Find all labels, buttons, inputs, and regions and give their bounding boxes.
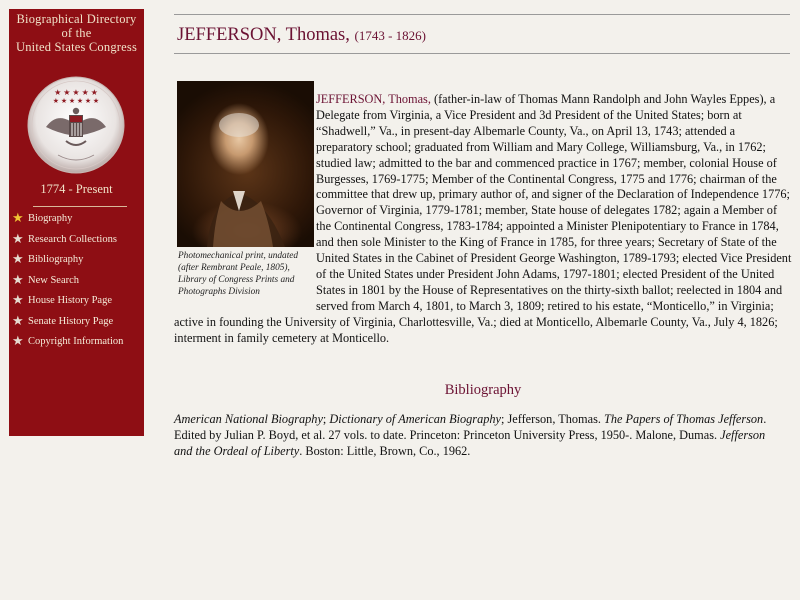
site-title-line3: United States Congress	[15, 40, 138, 54]
bib-title-dab: Dictionary of American Biography	[329, 412, 501, 426]
nav-item-label: Copyright Information	[28, 336, 124, 347]
nav-item-copyright[interactable]	[9, 335, 144, 356]
site-title[interactable]	[9, 12, 144, 54]
site-title-line1: Biographical Directory	[16, 12, 137, 26]
star-icon: ★	[12, 292, 24, 307]
page-title	[177, 25, 426, 46]
sidebar-nav	[9, 212, 144, 356]
nav-item-new-search[interactable]	[9, 271, 144, 295]
bib-sep-3: . Edited by Julian P. Boyd, et al. 27 vols. to date. Princeton: Princeton University Press, 1950-. Malone, Dumas.	[174, 412, 767, 442]
nav-item-biography[interactable]	[9, 212, 144, 233]
svg-text:★ ★ ★ ★ ★: ★ ★ ★ ★ ★	[54, 88, 98, 97]
bibliography-text	[174, 412, 786, 460]
page-title-name: JEFFERSON, Thomas,	[177, 25, 350, 45]
nav-item-label: Senate History Page	[28, 315, 114, 327]
portrait-spacer	[174, 92, 316, 300]
star-icon: ★	[12, 210, 24, 225]
sidebar	[9, 9, 144, 436]
congress-seal-icon	[26, 75, 126, 175]
star-icon: ★	[12, 251, 24, 266]
site-title-line2: of the	[61, 26, 92, 40]
svg-text:★ ★ ★ ★ ★ ★: ★ ★ ★ ★ ★ ★	[52, 97, 100, 105]
nav-item-label: House History Page	[28, 295, 112, 306]
portrait-caption: Photomechanical print, undated (after Rembrant Peale, 1805), Library of Congress Prints and Photographs Division	[178, 251, 299, 297]
nav-item-research-collections[interactable]	[9, 230, 144, 254]
nav-item-label: New Search	[28, 274, 80, 286]
sidebar-divider	[33, 206, 127, 207]
biography-text	[174, 92, 792, 347]
nav-item-label: Research Collections	[28, 233, 117, 245]
bibliography-heading: Bibliography	[444, 382, 522, 398]
bio-name: JEFFERSON, Thomas,	[316, 92, 431, 106]
bib-title-ordeal: Jefferson and the Ordeal of Liberty	[174, 427, 766, 458]
star-icon: ★	[12, 271, 24, 287]
star-icon: ★	[12, 333, 24, 348]
bib-sep-2: ; Jefferson, Thomas.	[500, 412, 605, 426]
nav-item-label: Biography	[28, 213, 73, 224]
header-top-rule	[174, 14, 790, 15]
star-icon: ★	[12, 312, 24, 328]
bib-sep-1: ;	[322, 412, 330, 426]
star-icon: ★	[12, 230, 24, 246]
bib-title-anb: American National Biography	[174, 412, 323, 426]
nav-item-house-history[interactable]	[9, 294, 144, 315]
header-bottom-rule	[174, 53, 790, 54]
nav-item-bibliography[interactable]	[9, 253, 144, 274]
bib-sep-4: . Boston: Little, Brown, Co., 1962.	[299, 443, 471, 458]
nav-item-label: Bibliography	[28, 254, 84, 265]
bib-title-papers: The Papers of Thomas Jefferson	[604, 412, 764, 426]
years-range: 1774 - Present	[40, 182, 113, 196]
bio-body: (father-in-law of Thomas Mann Randolph and John Wayles Eppes), a Delegate from Virginia, a Vice President and 3d President of the United States; born at “Shadwell,” Va., in present-day Albemarle County, Va., on April 13, 1743; attended a preparatory school; graduated from William and Mary College, Williamsburg, Va., in 1762; studied law; admitted to the bar and commenced practice in 1767; member, colonial House of Burgesses, 1769-1775; Member of the Continental Congress, 1775 and 1776; chairman of the committee that drew up, primary author of, and signer of the Declaration of Independence 1776; Governor of Virginia, 1779-1781; member, State house of delegates 1782; again a Member of the Continental Congress, 1783-1784; appointed a Minister Plenipotentiary to France in 1784, and then sole Minister to the King of France in 1785, for three years; Secretary of State of the United States in the Cabinet of President George Washington, 1789-1793; elected Vice President of the United States under President John Adams, 1797-1801; elected President of the United States in 1801 by the House of Representatives on the thirty-sixth ballot; reelected in 1804 and served from March 4, 1801, to March 3, 1809; retired to his estate, “Monticello,” in Virginia; active in founding the University of Virginia, Charlottesville, Va.; died at Monticello, Albemarle County, Va., July 4, 1826; interment in family cemetery at Monticello.	[174, 92, 792, 345]
nav-item-senate-history[interactable]	[9, 312, 144, 336]
page-title-dates: (1743 - 1826)	[354, 28, 426, 43]
